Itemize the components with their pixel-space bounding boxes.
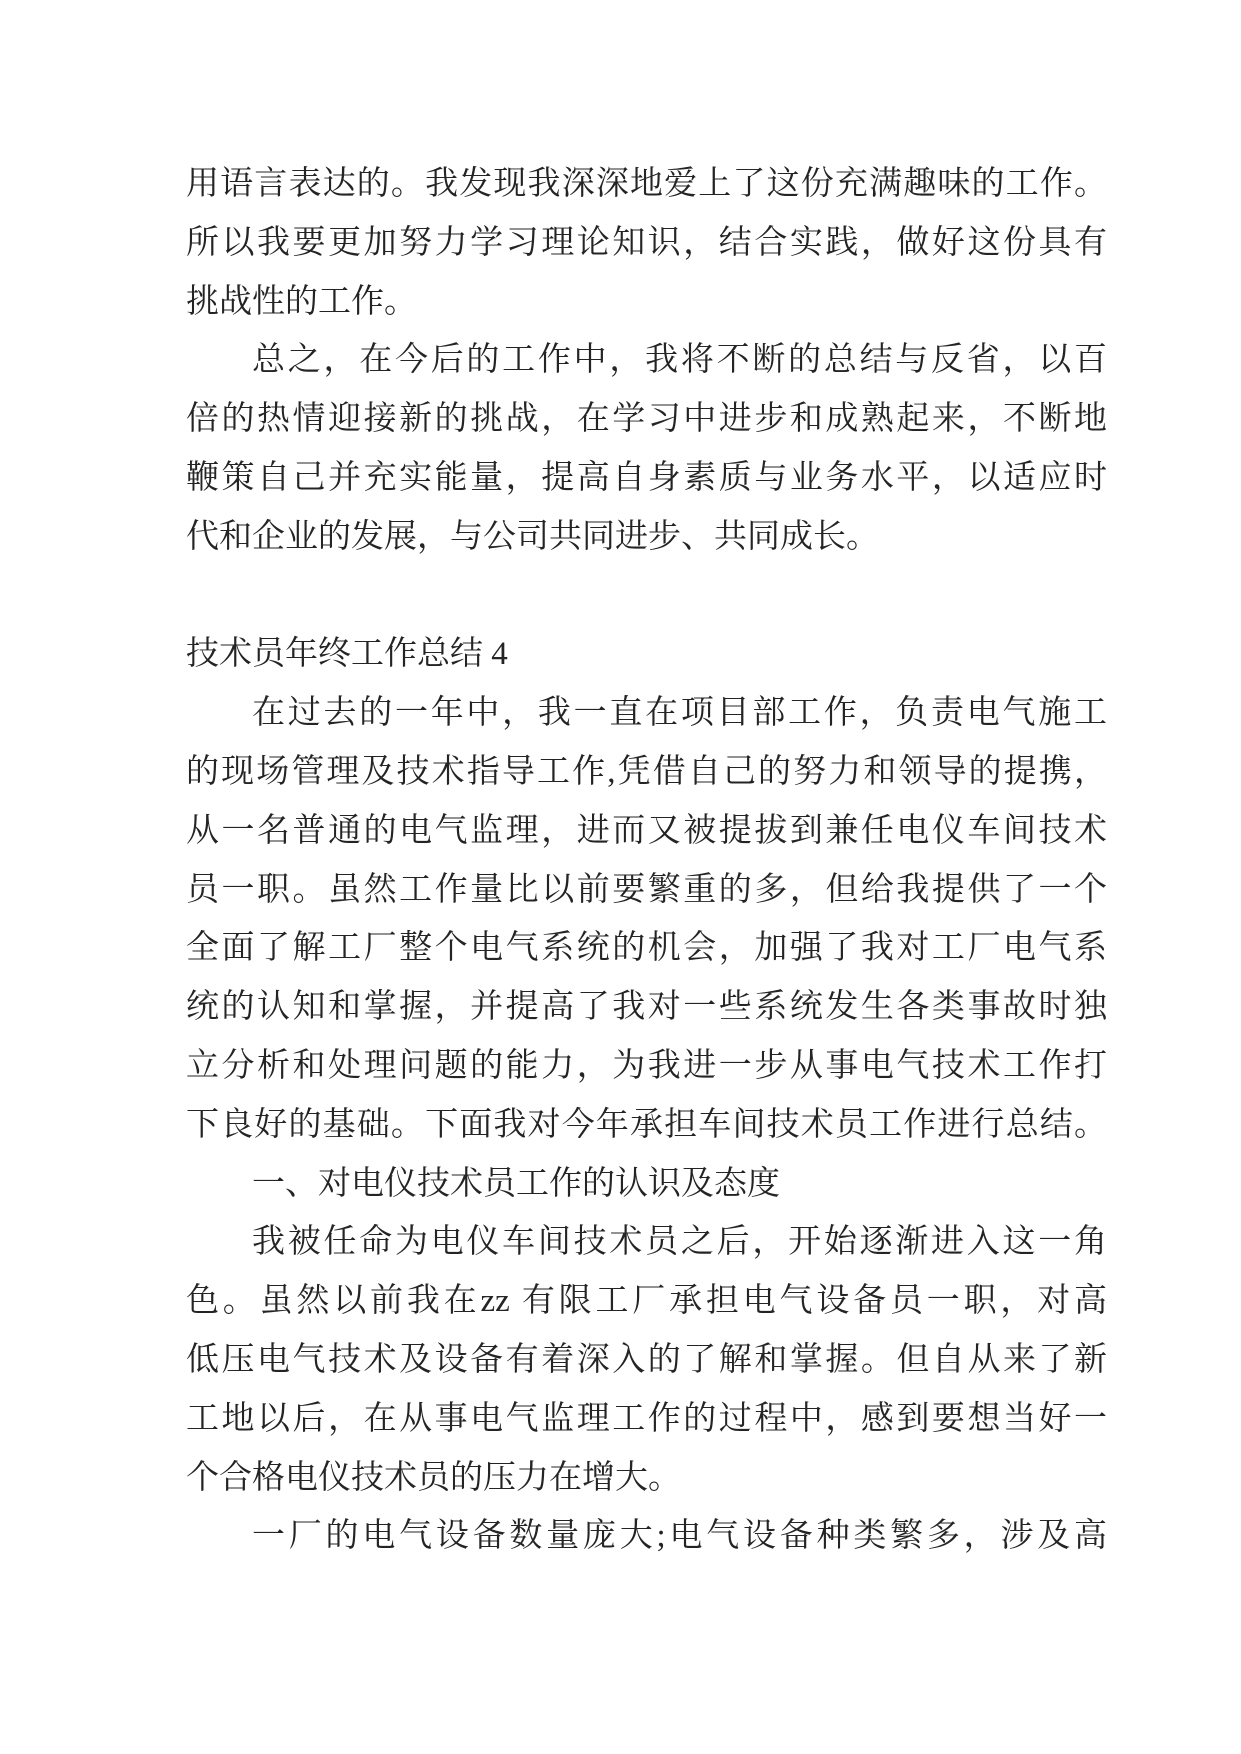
paragraph-line: 鞭策自己并充实能量，提高自身素质与业务水平，以适应时 — [186, 459, 1107, 496]
paragraph-line: 我被任命为电仪车间技术员之后，开始逐渐进入这一角 — [252, 1224, 1107, 1261]
paragraph-line: 工地以后，在从事电气监理工作的过程中，感到要想当好一 — [186, 1400, 1107, 1437]
section-title: 技术员年终工作总结 4 — [186, 636, 508, 673]
paragraph-line: 所以我要更加努力学习理论知识，结合实践，做好这份具有 — [186, 224, 1107, 261]
paragraph-line: 总之，在今后的工作中，我将不断的总结与反省，以百 — [252, 342, 1107, 379]
paragraph-line: 挑战性的工作。 — [186, 283, 417, 320]
paragraph-line: 个合格电仪技术员的压力在增大。 — [186, 1459, 681, 1496]
paragraph-line: 立分析和处理问题的能力，为我进一步从事电气技术工作打 — [186, 1047, 1107, 1084]
paragraph-line: 一厂的电气设备数量庞大;电气设备种类繁多，涉及高 — [252, 1518, 1107, 1555]
paragraph-line: 色。虽然以前我在zz 有限工厂承担电气设备员一职，对高 — [186, 1283, 1107, 1320]
paragraph-line: 全面了解工厂整个电气系统的机会，加强了我对工厂电气系 — [186, 930, 1107, 967]
paragraph-line: 低压电气技术及设备有着深入的了解和掌握。但自从来了新 — [186, 1341, 1107, 1378]
paragraph-line: 从一名普通的电气监理，进而又被提拔到兼任电仪车间技术 — [186, 812, 1107, 849]
paragraph-line: 的现场管理及技术指导工作,凭借自己的努力和领导的提携， — [186, 753, 1107, 790]
paragraph-line: 代和企业的发展，与公司共同进步、共同成长。 — [186, 518, 879, 555]
blank-line — [186, 567, 1107, 626]
paragraph-line: 下良好的基础。下面我对今年承担车间技术员工作进行总结。 — [186, 1106, 1107, 1143]
paragraph-line: 在过去的一年中，我一直在项目部工作，负责电气施工 — [252, 695, 1107, 732]
subsection-heading: 一、对电仪技术员工作的认识及态度 — [252, 1165, 780, 1202]
paragraph-line: 员一职。虽然工作量比以前要繁重的多，但给我提供了一个 — [186, 871, 1107, 908]
paragraph-line: 用语言表达的。我发现我深深地爱上了这份充满趣味的工作。 — [186, 166, 1107, 202]
paragraph-line: 统的认知和掌握，并提高了我对一些系统发生各类事故时独 — [186, 989, 1107, 1026]
paragraph-line: 倍的热情迎接新的挑战，在学习中进步和成熟起来，不断地 — [186, 401, 1107, 438]
